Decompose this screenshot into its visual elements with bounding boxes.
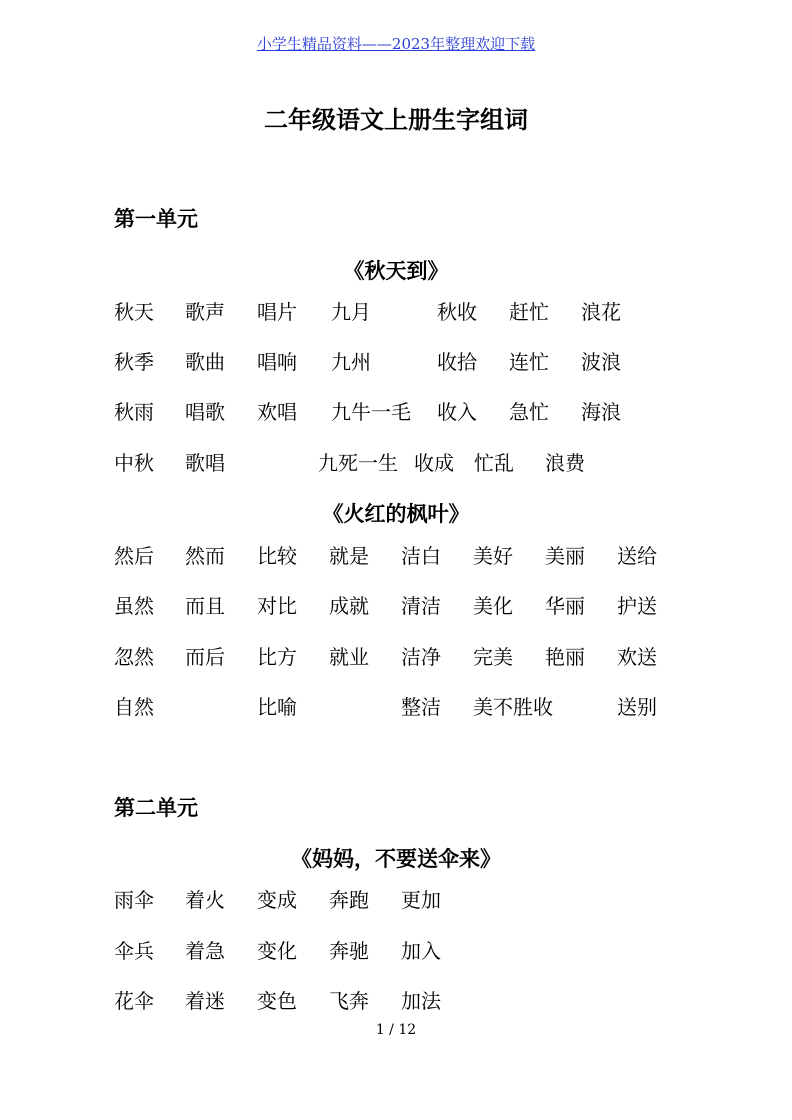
word-item: 忽然 — [114, 645, 154, 669]
header-download-link[interactable]: 小学生精品资料——2023年整理欢迎下载 — [256, 35, 536, 53]
word-item: 伞兵 — [114, 939, 154, 963]
lesson-title: 《火红的枫叶》 — [322, 501, 470, 526]
word-item: 送别 — [617, 695, 657, 719]
word-item: 唱片 — [257, 300, 297, 324]
word-item: 九州 — [331, 350, 371, 374]
word-item: 歌声 — [185, 300, 225, 324]
word-item: 艳丽 — [545, 645, 585, 669]
word-item: 着火 — [185, 888, 225, 912]
word-item: 收入 — [437, 400, 477, 424]
word-item: 九月 — [331, 300, 371, 324]
word-item: 秋天 — [114, 300, 154, 324]
word-item: 欢唱 — [257, 400, 297, 424]
word-item: 加法 — [401, 989, 441, 1013]
word-item: 加入 — [401, 939, 441, 963]
word-item: 秋收 — [437, 300, 477, 324]
word-item: 奔驰 — [329, 939, 369, 963]
page-indicator: 1 / 12 — [375, 1022, 417, 1038]
word-item: 然后 — [114, 544, 154, 568]
lesson-title: 《妈妈，不要送伞来》 — [291, 846, 501, 871]
word-item: 浪费 — [545, 451, 585, 475]
document-title: 二年级语文上册生字组词 — [264, 105, 528, 134]
word-item: 连忙 — [509, 350, 549, 374]
word-item: 变化 — [257, 939, 297, 963]
word-item: 花伞 — [114, 989, 154, 1013]
word-item: 而且 — [185, 594, 225, 618]
word-item: 秋季 — [114, 350, 154, 374]
word-item: 中秋 — [114, 451, 154, 475]
word-item: 对比 — [257, 594, 297, 618]
word-item: 欢送 — [617, 645, 657, 669]
word-item: 比喻 — [257, 695, 297, 719]
word-item: 九牛一毛 — [331, 400, 411, 424]
word-item: 唱响 — [257, 350, 297, 374]
word-item: 歌曲 — [185, 350, 225, 374]
word-item: 比较 — [257, 544, 297, 568]
unit-heading: 第二单元 — [114, 795, 198, 820]
word-item: 九死一生 — [318, 451, 398, 475]
unit-heading: 第一单元 — [114, 206, 198, 231]
word-item: 波浪 — [581, 350, 621, 374]
word-item: 华丽 — [545, 594, 585, 618]
word-item: 赶忙 — [509, 300, 549, 324]
word-item: 奔跑 — [329, 888, 369, 912]
word-item: 送给 — [617, 544, 657, 568]
word-item: 浪花 — [581, 300, 621, 324]
word-item: 收拾 — [437, 350, 477, 374]
word-item: 成就 — [329, 594, 369, 618]
word-item: 飞奔 — [329, 989, 369, 1013]
word-item: 秋雨 — [114, 400, 154, 424]
word-item: 美好 — [473, 544, 513, 568]
word-item: 变成 — [257, 888, 297, 912]
word-item: 完美 — [473, 645, 513, 669]
word-item: 就是 — [329, 544, 369, 568]
word-item: 然而 — [185, 544, 225, 568]
word-item: 更加 — [401, 888, 441, 912]
word-item: 雨伞 — [114, 888, 154, 912]
word-item: 整洁 — [401, 695, 441, 719]
word-item: 护送 — [617, 594, 657, 618]
word-item: 急忙 — [509, 400, 549, 424]
word-item: 洁净 — [401, 645, 441, 669]
word-item: 美不胜收 — [473, 695, 553, 719]
word-item: 海浪 — [581, 400, 621, 424]
word-item: 清洁 — [401, 594, 441, 618]
word-item: 唱歌 — [185, 400, 225, 424]
word-item: 自然 — [114, 695, 154, 719]
word-item: 洁白 — [401, 544, 441, 568]
word-item: 收成 — [414, 451, 454, 475]
word-item: 虽然 — [114, 594, 154, 618]
word-item: 而后 — [185, 645, 225, 669]
word-item: 美化 — [473, 594, 513, 618]
word-item: 忙乱 — [474, 451, 514, 475]
lesson-title: 《秋天到》 — [343, 258, 449, 283]
word-item: 变色 — [257, 989, 297, 1013]
word-item: 歌唱 — [185, 451, 225, 475]
word-item: 就业 — [329, 645, 369, 669]
word-item: 着迷 — [185, 989, 225, 1013]
word-item: 美丽 — [545, 544, 585, 568]
word-item: 比方 — [257, 645, 297, 669]
word-item: 着急 — [185, 939, 225, 963]
